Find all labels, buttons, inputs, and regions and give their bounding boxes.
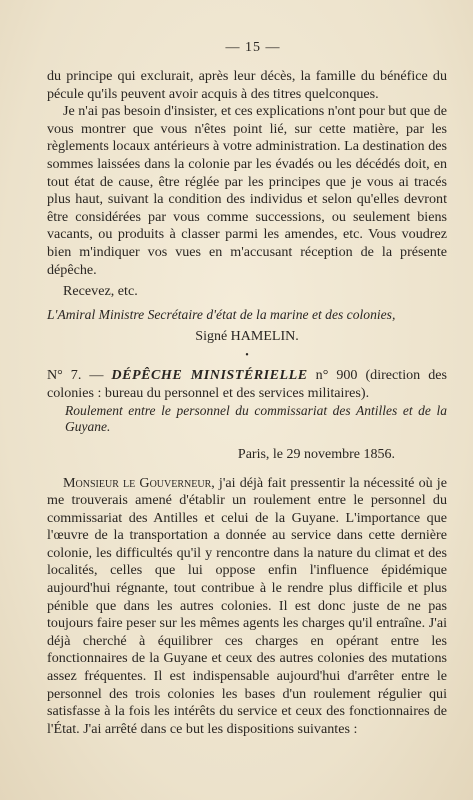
- dispatch-date: Paris, le 29 novembre 1856.: [237, 446, 395, 462]
- signatory-title: L'Amiral Ministre Secrétaire d'état de la marine et des colonies,: [47, 306, 396, 322]
- dispatch-heading: [47, 367, 447, 402]
- dispatch-number: N° 7. —: [47, 367, 104, 384]
- salutation: Monsieur le Gouverneur,: [63, 474, 215, 491]
- dispatch-reference: n° 900 (direction des colonies : bureau du personnel et des services militaires).: [47, 367, 447, 401]
- paragraph-explanation: Je n'ai pas besoin d'insister, et ces explications n'ont pour but que de vous montrer que vous n'êtes point lié, sur cette matière, par les règlements locaux antérieurs à votre administration. La destination des sommes laissées dans la colonie par les évadés ou les décédés doit, en tout état de cause, être réglée par les principes que je vous ai tracés plus haut, suivant la condition des individus et selon qu'elles devront être considérées par vous comme successions, ou seulement biens vacants, ou produits à classer parmi les amendes, etc. Vous voudrez bien m'indiquer vos vues en m'accusant réception de la présente dépêche.: [47, 103, 447, 278]
- dispatch-kind: DÉPÊCHE MINISTÉRIELLE: [111, 367, 308, 384]
- body-text: j'ai déjà fait pressentir la nécessité où je me trouverais amené d'établir un roulement entre le personnel du commissariat des Antilles et celui de la Guyane. L'importance que l'œuvre de la transportation a donnée au service dans cette dernière colonie, les difficultés qu'il y rencontre dans la nature du climat et des localités, celles que lui oppose enfin l'influence épidémique aujourd'hui régnante, tout contribue à le rendre plus difficile et plus pénible que dans les autres colonies. Il est donc juste de ne pas toujours faire peser sur les mêmes agents les charges qu'il entraîne. J'ai déjà cherché à équilibrer ces charges en opérant entre les fonctionnaires de la Guyane et ceux des autres colonies des mutations assez fréquentes. Il est indispensable aujourd'hui d'arrêter entre le personnel des trois colonies les bases d'un roulement régulier qui satisfasse à la fois les intérêts du service et ceux des fonctionnaires de l'État. J'ai arrêté dans ce but les dispositions suivantes :: [47, 474, 447, 737]
- paragraph-continuation: du principe qui exclurait, après leur décès, la famille du bénéfice du pécule qu'ils peuvent avoir acquis à des titres quelconques.: [47, 68, 447, 102]
- page-number: — 15 —: [225, 40, 281, 55]
- signature-line: Signé HAMELIN.: [195, 329, 299, 345]
- dispatch-subject: Roulement entre le personnel du commissariat des Antilles et de la Guyane.: [65, 402, 447, 434]
- separator-dot: •: [245, 350, 249, 362]
- closing-recevez: Recevez, etc.: [63, 283, 138, 300]
- dispatch-body: [47, 475, 447, 739]
